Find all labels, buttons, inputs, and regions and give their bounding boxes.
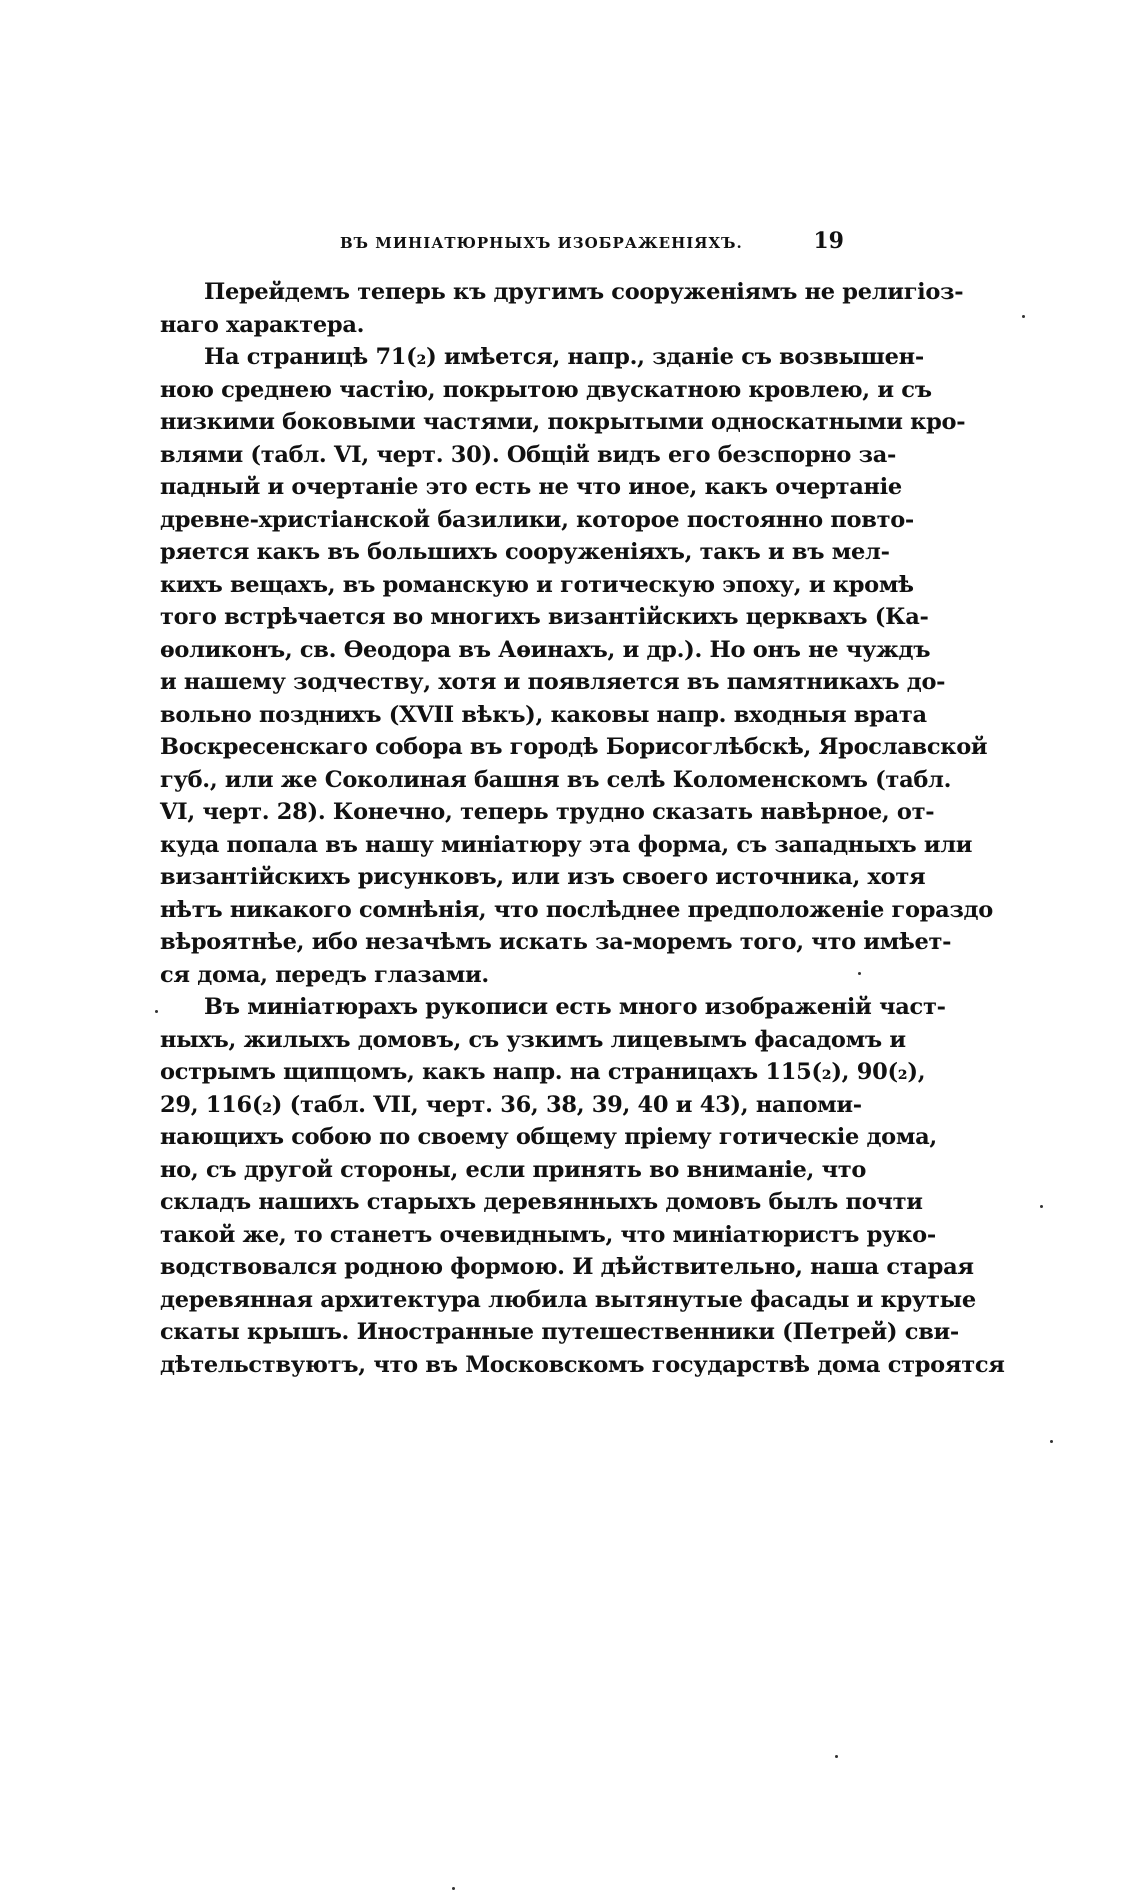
text-line: деревянная архитектура любила вытянутые фасады и крутые <box>160 1286 976 1313</box>
text-line: ряется какъ въ большихъ сооруженіяхъ, такъ и въ мел- <box>160 539 890 565</box>
text-line: нѣтъ никакого сомнѣнія, что послѣднее предположеніе гораздо <box>160 896 993 923</box>
text-line: нающихъ собою по своему общему пріему готическіе дома, <box>160 1124 937 1150</box>
text-line: ѳоликонъ, св. Ѳеодора въ Аѳинахъ, и др.). Но онъ не чуждъ <box>160 636 931 663</box>
text-line: VI, черт. 28). Конечно, теперь трудно сказать навѣрное, от- <box>160 799 935 825</box>
text-line: дѣтельствуютъ, что въ Московскомъ государствѣ дома строятся <box>160 1351 1005 1378</box>
text-line: но, съ другой стороны, если принять во вниманіе, что <box>160 1156 867 1183</box>
scan-speck <box>1022 315 1025 318</box>
text-line: наго характера. <box>160 311 365 338</box>
text-line: такой же, то станетъ очевиднымъ, что миніатюристъ руко- <box>160 1221 936 1248</box>
scan-speck <box>858 972 861 975</box>
text-line: водствовался родною формою. И дѣйствительно, наша старая <box>160 1254 974 1280</box>
scan-speck <box>1050 1440 1053 1443</box>
scan-speck <box>1040 1205 1043 1208</box>
paragraph-3 <box>160 991 1005 1381</box>
running-header <box>160 228 844 258</box>
text-line: вольно позднихъ (XVII вѣкъ), каковы напр. входныя врата <box>160 701 927 728</box>
text-line: Перейдемъ теперь къ другимъ сооруженіямъ не религіоз- <box>204 279 964 305</box>
running-title: ВЪ МИНІАТЮРНЫХЪ ИЗОБРАЖЕНІЯХЪ. <box>340 234 743 252</box>
text-line: куда попала въ нашу миніатюру эта форма, съ западныхъ или <box>160 831 973 858</box>
text-line: острымъ щипцомъ, какъ напр. на страницахъ 115(₂), 90(₂), <box>160 1059 926 1085</box>
text-line: 29, 116(₂) (табл. VII, черт. 36, 38, 39, 40 и 43), напоми- <box>160 1091 862 1118</box>
text-line: ся дома, передъ глазами. <box>160 961 489 988</box>
text-line: ною среднею частію, покрытою двускатною кровлею, и съ <box>160 376 932 403</box>
text-line: падный и очертаніе это есть не что иное, какъ очертаніе <box>160 474 902 500</box>
text-line: кихъ вещахъ, въ романскую и готическую эпоху, и кромѣ <box>160 571 914 598</box>
text-line: древне-христіанской базилики, которое постоянно повто- <box>160 506 914 533</box>
text-line: Воскресенскаго собора въ городѣ Борисоглѣбскѣ, Ярославской <box>160 734 988 760</box>
text-line: Въ миніатюрахъ рукописи есть много изображеній част- <box>204 994 946 1020</box>
text-line: влями (табл. VI, черт. 30). Общій видъ его безспорно за- <box>160 441 897 468</box>
text-line: вѣроятнѣе, ибо незачѣмъ искать за-моремъ того, что имѣет- <box>160 929 952 955</box>
text-line: складъ нашихъ старыхъ деревянныхъ домовъ былъ почти <box>160 1189 923 1215</box>
paragraph-2 <box>160 341 993 991</box>
page-number: 19 <box>813 228 844 254</box>
text-line: и нашему зодчеству, хотя и появляется въ памятникахъ до- <box>160 669 946 695</box>
paragraph-1 <box>160 276 964 341</box>
text-line: скаты крышъ. Иностранные путешественники (Петрей) сви- <box>160 1319 959 1345</box>
text-line: губ., или же Соколиная башня въ селѣ Коломенскомъ (табл. <box>160 766 952 793</box>
text-line: ныхъ, жилыхъ домовъ, съ узкимъ лицевымъ фасадомъ и <box>160 1026 906 1053</box>
scan-speck <box>452 1887 455 1890</box>
text-line: низкими боковыми частями, покрытыми односкатными кро- <box>160 409 966 435</box>
text-line: того встрѣчается во многихъ византійскихъ церквахъ (Ка- <box>160 604 929 630</box>
scan-speck <box>155 1010 158 1013</box>
body-text <box>160 276 1005 1381</box>
text-line: византійскихъ рисунковъ, или изъ своего источника, хотя <box>160 864 926 890</box>
scan-speck <box>835 1755 838 1758</box>
text-line: На страницѣ 71(₂) имѣется, напр., зданіе съ возвышен- <box>204 344 924 370</box>
